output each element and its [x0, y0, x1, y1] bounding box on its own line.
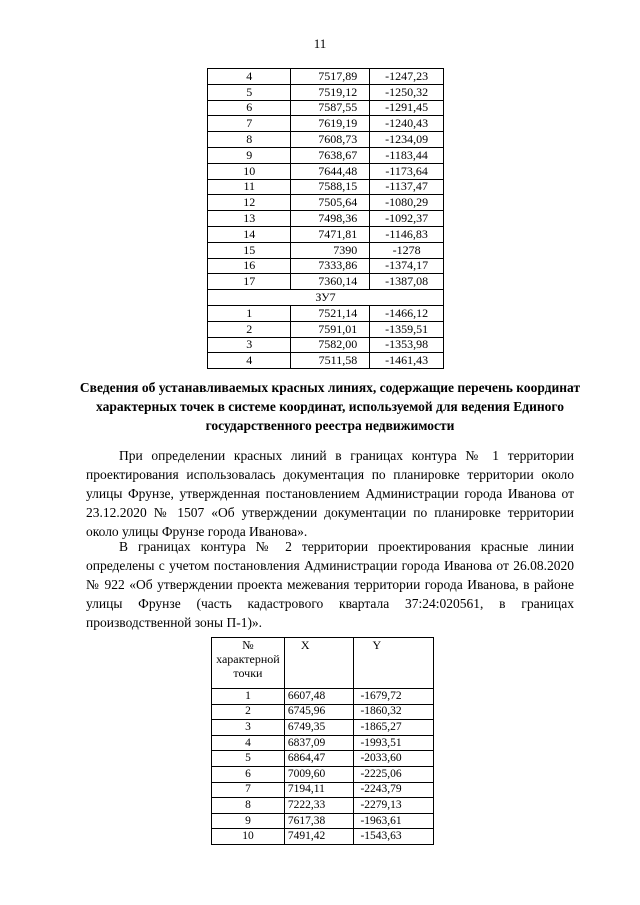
cell-point-number: 12: [208, 195, 291, 211]
cell-y: -2243,79: [354, 782, 434, 798]
cell-point-number: 8: [208, 132, 291, 148]
cell-y: -1173,64: [370, 163, 444, 179]
table-row: [212, 751, 434, 767]
cell-x: 7360,14: [291, 274, 370, 290]
cell-y: -1353,98: [370, 337, 444, 353]
cell-y: -1240,43: [370, 116, 444, 132]
table-group-row: [208, 290, 444, 306]
cell-y: -2033,60: [354, 751, 434, 767]
cell-y: -1234,09: [370, 132, 444, 148]
header-y: Y: [354, 638, 434, 689]
table-row: [208, 353, 444, 369]
table-row: [208, 305, 444, 321]
table-row: [208, 226, 444, 242]
cell-y: -1387,08: [370, 274, 444, 290]
cell-y: -1461,43: [370, 353, 444, 369]
cell-point-number: 10: [208, 163, 291, 179]
table-row: [208, 179, 444, 195]
table-row: [208, 211, 444, 227]
cell-y: -1543,63: [354, 829, 434, 845]
table1-group: [208, 290, 444, 306]
cell-y: -1278: [370, 242, 444, 258]
table1-rows-b: [208, 305, 444, 368]
cell-point-number: 7: [208, 116, 291, 132]
cell-y: -1679,72: [354, 689, 434, 705]
cell-x: 6745,96: [284, 704, 354, 720]
table-row: [208, 274, 444, 290]
cell-point-number: 9: [208, 147, 291, 163]
cell-point-number: 15: [208, 242, 291, 258]
table-row: [208, 147, 444, 163]
cell-point-number: 2: [212, 704, 285, 720]
cell-y: -1092,37: [370, 211, 444, 227]
cell-x: 7511,58: [291, 353, 370, 369]
cell-x: 7471,81: [291, 226, 370, 242]
cell-x: 7588,15: [291, 179, 370, 195]
section-heading: Сведения об устанавливаемых красных линиях, содержащие перечень координат характерных точек в системе координат, используемой для ведения Единого государственного реестра недвижимости: [79, 380, 581, 433]
cell-y: -2225,06: [354, 766, 434, 782]
paragraph-contour-1: При определении красных линий в границах контура № 1 территории проектирования использовалась документация по планировке территории около улицы Фрунзе, утвержденная постановлением Администрации города Иванова от 23.12.2020 № 1507 «Об утверждении документации по планировке территории около улицы Фрунзе города Иванова».: [86, 448, 574, 539]
header-point-number: № характерной точки: [212, 638, 285, 689]
cell-point-number: 3: [212, 720, 285, 736]
cell-y: -1359,51: [370, 321, 444, 337]
cell-point-number: 2: [208, 321, 291, 337]
cell-point-number: 4: [208, 353, 291, 369]
table-row: [208, 84, 444, 100]
cell-x: 7194,11: [284, 782, 354, 798]
cell-y: -1860,32: [354, 704, 434, 720]
cell-y: -1247,23: [370, 69, 444, 85]
coordinates-table-2: [211, 637, 434, 845]
table-row: [208, 258, 444, 274]
cell-x: 7333,86: [291, 258, 370, 274]
cell-x: 6749,35: [284, 720, 354, 736]
table2-rows: [212, 689, 434, 845]
table-row: [212, 829, 434, 845]
table-row: [208, 321, 444, 337]
cell-x: 7491,42: [284, 829, 354, 845]
cell-x: 7521,14: [291, 305, 370, 321]
cell-y: -1374,17: [370, 258, 444, 274]
cell-point-number: 5: [212, 751, 285, 767]
cell-point-number: 16: [208, 258, 291, 274]
cell-point-number: 11: [208, 179, 291, 195]
table-row: [208, 132, 444, 148]
cell-point-number: 4: [208, 69, 291, 85]
cell-point-number: 13: [208, 211, 291, 227]
cell-x: 6864,47: [284, 751, 354, 767]
cell-y: -1183,44: [370, 147, 444, 163]
cell-x: 7222,33: [284, 798, 354, 814]
table-row: [212, 782, 434, 798]
table-row: [208, 195, 444, 211]
table-row: [208, 116, 444, 132]
cell-point-number: 17: [208, 274, 291, 290]
table-row: [212, 766, 434, 782]
table-row: [208, 163, 444, 179]
table1-rows-a: [208, 69, 444, 290]
cell-x: 7009,60: [284, 766, 354, 782]
cell-point-number: 14: [208, 226, 291, 242]
cell-point-number: 8: [212, 798, 285, 814]
cell-y: -1146,83: [370, 226, 444, 242]
table-row: [208, 242, 444, 258]
cell-y: -1250,32: [370, 84, 444, 100]
table-header-row: [212, 638, 434, 689]
cell-x: 7619,19: [291, 116, 370, 132]
cell-point-number: 6: [208, 100, 291, 116]
header-x: X: [284, 638, 354, 689]
cell-point-number: 3: [208, 337, 291, 353]
cell-x: 7505,64: [291, 195, 370, 211]
cell-point-number: 10: [212, 829, 285, 845]
cell-y: -1137,47: [370, 179, 444, 195]
table-row: [212, 735, 434, 751]
table-row: [212, 798, 434, 814]
table-row: [212, 813, 434, 829]
cell-point-number: 1: [212, 689, 285, 705]
cell-point-number: 7: [212, 782, 285, 798]
cell-y: -1865,27: [354, 720, 434, 736]
coordinates-table-1: [207, 68, 444, 369]
cell-x: 7591,01: [291, 321, 370, 337]
cell-x: 7390: [291, 242, 370, 258]
paragraph-contour-2: В границах контура № 2 территории проектирования красные линии определены с учетом постановления Администрации города Иванова от 26.08.2020 № 922 «Об утверждении проекта межевания территории города Иванова, в районе улицы Фрунзе (часть кадастрового квартала 37:24:020561, в границах производственной зоны П-1)».: [86, 539, 574, 630]
cell-x: 7498,36: [291, 211, 370, 227]
table-row: [208, 69, 444, 85]
cell-y: -1963,61: [354, 813, 434, 829]
cell-point-number: 4: [212, 735, 285, 751]
table-row: [212, 689, 434, 705]
cell-point-number: 9: [212, 813, 285, 829]
cell-y: -1291,45: [370, 100, 444, 116]
cell-y: -1466,12: [370, 305, 444, 321]
cell-x: 7582,00: [291, 337, 370, 353]
cell-x: 7519,12: [291, 84, 370, 100]
cell-point-number: 5: [208, 84, 291, 100]
table-row: [208, 100, 444, 116]
table-row: [212, 720, 434, 736]
cell-x: 7517,89: [291, 69, 370, 85]
cell-x: 7644,48: [291, 163, 370, 179]
cell-point-number: 1: [208, 305, 291, 321]
cell-x: 7608,73: [291, 132, 370, 148]
table-row: [212, 704, 434, 720]
cell-y: -2279,13: [354, 798, 434, 814]
cell-x: 6837,09: [284, 735, 354, 751]
cell-x: 7617,38: [284, 813, 354, 829]
group-label: ЗУ7: [208, 290, 444, 306]
cell-y: -1080,29: [370, 195, 444, 211]
cell-x: 6607,48: [284, 689, 354, 705]
page-number: 11: [313, 36, 327, 51]
cell-x: 7638,67: [291, 147, 370, 163]
table-row: [208, 337, 444, 353]
cell-x: 7587,55: [291, 100, 370, 116]
cell-y: -1993,51: [354, 735, 434, 751]
cell-point-number: 6: [212, 766, 285, 782]
